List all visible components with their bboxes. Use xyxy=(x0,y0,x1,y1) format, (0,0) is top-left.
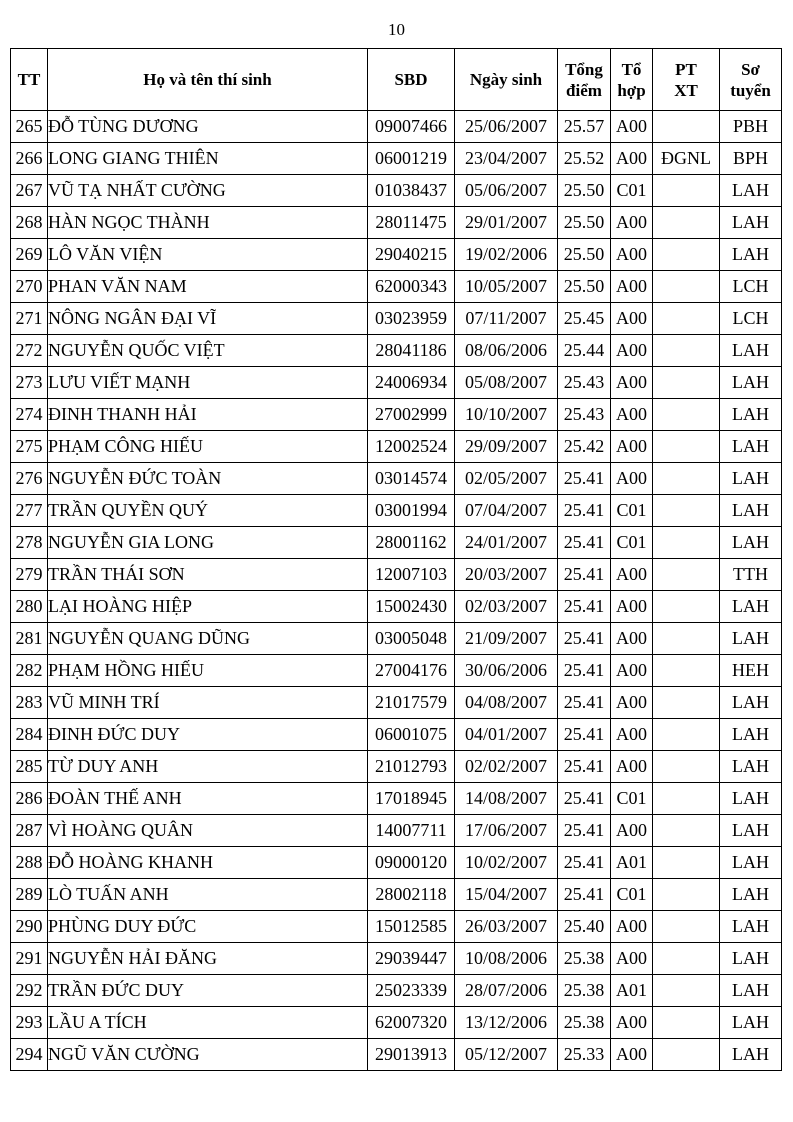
cell-method xyxy=(653,1039,720,1071)
table-row xyxy=(11,335,782,367)
cell-score: 25.57 xyxy=(558,111,611,143)
cell-sbd: 27002999 xyxy=(368,399,455,431)
cell-sbd: 27004176 xyxy=(368,655,455,687)
cell-name: ĐỖ TÙNG DƯƠNG xyxy=(48,111,368,143)
cell-name: TRẦN ĐỨC DUY xyxy=(48,975,368,1007)
cell-combo: A00 xyxy=(611,815,653,847)
cell-school: LAH xyxy=(720,911,782,943)
table-row xyxy=(11,687,782,719)
cell-school: LCH xyxy=(720,271,782,303)
cell-score: 25.38 xyxy=(558,943,611,975)
cell-combo: A00 xyxy=(611,431,653,463)
cell-dob: 02/05/2007 xyxy=(455,463,558,495)
table-row xyxy=(11,847,782,879)
table-row xyxy=(11,111,782,143)
cell-name: ĐINH ĐỨC DUY xyxy=(48,719,368,751)
cell-dob: 17/06/2007 xyxy=(455,815,558,847)
cell-name: LẠI HOÀNG HIỆP xyxy=(48,591,368,623)
cell-tt: 276 xyxy=(11,463,48,495)
cell-score: 25.50 xyxy=(558,207,611,239)
cell-sbd: 01038437 xyxy=(368,175,455,207)
cell-score: 25.50 xyxy=(558,175,611,207)
cell-combo: A00 xyxy=(611,143,653,175)
cell-method xyxy=(653,495,720,527)
cell-school: LAH xyxy=(720,399,782,431)
cell-method xyxy=(653,655,720,687)
cell-sbd: 29013913 xyxy=(368,1039,455,1071)
cell-sbd: 09007466 xyxy=(368,111,455,143)
cell-tt: 286 xyxy=(11,783,48,815)
cell-name: TỪ DUY ANH xyxy=(48,751,368,783)
cell-name: ĐINH THANH HẢI xyxy=(48,399,368,431)
table-row xyxy=(11,975,782,1007)
table-row xyxy=(11,591,782,623)
header-school-line1: Sơ xyxy=(741,59,760,79)
cell-school: LAH xyxy=(720,975,782,1007)
cell-combo: A01 xyxy=(611,847,653,879)
cell-tt: 280 xyxy=(11,591,48,623)
header-tt: TT xyxy=(11,49,48,111)
cell-combo: A01 xyxy=(611,975,653,1007)
cell-score: 25.43 xyxy=(558,399,611,431)
cell-method xyxy=(653,527,720,559)
cell-combo: A00 xyxy=(611,335,653,367)
table-row xyxy=(11,1007,782,1039)
cell-dob: 10/02/2007 xyxy=(455,847,558,879)
cell-method xyxy=(653,623,720,655)
cell-tt: 291 xyxy=(11,943,48,975)
header-school xyxy=(720,49,782,111)
cell-sbd: 28002118 xyxy=(368,879,455,911)
cell-school: LAH xyxy=(720,623,782,655)
cell-tt: 279 xyxy=(11,559,48,591)
cell-dob: 10/05/2007 xyxy=(455,271,558,303)
cell-dob: 07/04/2007 xyxy=(455,495,558,527)
cell-school: LAH xyxy=(720,239,782,271)
cell-name: NGUYỄN GIA LONG xyxy=(48,527,368,559)
cell-score: 25.41 xyxy=(558,655,611,687)
cell-school: PBH xyxy=(720,111,782,143)
cell-method xyxy=(653,687,720,719)
cell-method xyxy=(653,463,720,495)
cell-method xyxy=(653,815,720,847)
table-row xyxy=(11,239,782,271)
table-row xyxy=(11,527,782,559)
cell-sbd: 14007711 xyxy=(368,815,455,847)
cell-method xyxy=(653,271,720,303)
cell-method xyxy=(653,719,720,751)
cell-sbd: 17018945 xyxy=(368,783,455,815)
cell-sbd: 28041186 xyxy=(368,335,455,367)
cell-method xyxy=(653,239,720,271)
cell-dob: 04/01/2007 xyxy=(455,719,558,751)
cell-school: LCH xyxy=(720,303,782,335)
table-row xyxy=(11,943,782,975)
cell-method xyxy=(653,1007,720,1039)
cell-score: 25.41 xyxy=(558,815,611,847)
cell-school: LAH xyxy=(720,207,782,239)
cell-school: LAH xyxy=(720,1007,782,1039)
cell-sbd: 12002524 xyxy=(368,431,455,463)
cell-tt: 285 xyxy=(11,751,48,783)
cell-combo: A00 xyxy=(611,399,653,431)
cell-dob: 05/12/2007 xyxy=(455,1039,558,1071)
cell-method xyxy=(653,783,720,815)
cell-name: LONG GIANG THIÊN xyxy=(48,143,368,175)
cell-sbd: 28011475 xyxy=(368,207,455,239)
cell-dob: 21/09/2007 xyxy=(455,623,558,655)
cell-dob: 23/04/2007 xyxy=(455,143,558,175)
cell-name: TRẦN QUYỀN QUÝ xyxy=(48,495,368,527)
cell-school: LAH xyxy=(720,687,782,719)
cell-method xyxy=(653,207,720,239)
cell-dob: 04/08/2007 xyxy=(455,687,558,719)
cell-tt: 269 xyxy=(11,239,48,271)
table-row xyxy=(11,783,782,815)
cell-name: TRẦN THÁI SƠN xyxy=(48,559,368,591)
cell-tt: 267 xyxy=(11,175,48,207)
cell-tt: 283 xyxy=(11,687,48,719)
cell-sbd: 29039447 xyxy=(368,943,455,975)
cell-dob: 02/03/2007 xyxy=(455,591,558,623)
header-score-line1: Tổng xyxy=(565,59,603,79)
cell-score: 25.45 xyxy=(558,303,611,335)
cell-school: LAH xyxy=(720,367,782,399)
cell-school: LAH xyxy=(720,527,782,559)
cell-combo: C01 xyxy=(611,527,653,559)
cell-combo: A00 xyxy=(611,943,653,975)
cell-sbd: 09000120 xyxy=(368,847,455,879)
cell-combo: A00 xyxy=(611,911,653,943)
cell-tt: 293 xyxy=(11,1007,48,1039)
cell-name: LÔ VĂN VIỆN xyxy=(48,239,368,271)
table-row xyxy=(11,463,782,495)
cell-tt: 268 xyxy=(11,207,48,239)
cell-dob: 07/11/2007 xyxy=(455,303,558,335)
cell-method xyxy=(653,175,720,207)
cell-sbd: 03023959 xyxy=(368,303,455,335)
cell-method xyxy=(653,751,720,783)
cell-school: LAH xyxy=(720,175,782,207)
cell-sbd: 21017579 xyxy=(368,687,455,719)
cell-method xyxy=(653,559,720,591)
cell-combo: A00 xyxy=(611,367,653,399)
cell-tt: 266 xyxy=(11,143,48,175)
cell-combo: A00 xyxy=(611,623,653,655)
cell-sbd: 25023339 xyxy=(368,975,455,1007)
cell-name: LẦU A TÍCH xyxy=(48,1007,368,1039)
table-row xyxy=(11,815,782,847)
cell-sbd: 03014574 xyxy=(368,463,455,495)
cell-dob: 08/06/2006 xyxy=(455,335,558,367)
cell-dob: 15/04/2007 xyxy=(455,879,558,911)
cell-name: VÌ HOÀNG QUÂN xyxy=(48,815,368,847)
page-number: 10 xyxy=(388,20,405,39)
cell-name: PHAN VĂN NAM xyxy=(48,271,368,303)
cell-tt: 281 xyxy=(11,623,48,655)
cell-tt: 292 xyxy=(11,975,48,1007)
cell-dob: 02/02/2007 xyxy=(455,751,558,783)
cell-score: 25.41 xyxy=(558,495,611,527)
cell-name: PHÙNG DUY ĐỨC xyxy=(48,911,368,943)
table-row xyxy=(11,143,782,175)
cell-score: 25.38 xyxy=(558,975,611,1007)
table-row xyxy=(11,399,782,431)
cell-score: 25.40 xyxy=(558,911,611,943)
table-row xyxy=(11,719,782,751)
cell-score: 25.41 xyxy=(558,623,611,655)
cell-tt: 271 xyxy=(11,303,48,335)
cell-tt: 290 xyxy=(11,911,48,943)
cell-combo: A00 xyxy=(611,591,653,623)
cell-method xyxy=(653,399,720,431)
cell-school: LAH xyxy=(720,751,782,783)
cell-school: LAH xyxy=(720,719,782,751)
cell-dob: 14/08/2007 xyxy=(455,783,558,815)
cell-tt: 284 xyxy=(11,719,48,751)
cell-school: LAH xyxy=(720,335,782,367)
cell-method xyxy=(653,367,720,399)
cell-name: VŨ MINH TRÍ xyxy=(48,687,368,719)
header-score-line2: điểm xyxy=(566,80,602,100)
cell-method xyxy=(653,911,720,943)
cell-score: 25.38 xyxy=(558,1007,611,1039)
table-row xyxy=(11,911,782,943)
table-row xyxy=(11,495,782,527)
cell-tt: 278 xyxy=(11,527,48,559)
cell-combo: A00 xyxy=(611,719,653,751)
cell-combo: A00 xyxy=(611,111,653,143)
table-row xyxy=(11,655,782,687)
cell-method: ĐGNL xyxy=(653,143,720,175)
cell-name: PHẠM CÔNG HIẾU xyxy=(48,431,368,463)
cell-dob: 13/12/2006 xyxy=(455,1007,558,1039)
cell-tt: 282 xyxy=(11,655,48,687)
cell-score: 25.44 xyxy=(558,335,611,367)
cell-name: NGUYỄN HẢI ĐĂNG xyxy=(48,943,368,975)
table-row xyxy=(11,879,782,911)
cell-dob: 25/06/2007 xyxy=(455,111,558,143)
cell-sbd: 12007103 xyxy=(368,559,455,591)
cell-name: NGUYỄN QUỐC VIỆT xyxy=(48,335,368,367)
cell-sbd: 21012793 xyxy=(368,751,455,783)
cell-sbd: 06001075 xyxy=(368,719,455,751)
cell-tt: 272 xyxy=(11,335,48,367)
cell-sbd: 28001162 xyxy=(368,527,455,559)
cell-combo: A00 xyxy=(611,207,653,239)
cell-school: LAH xyxy=(720,463,782,495)
cell-score: 25.41 xyxy=(558,559,611,591)
cell-tt: 275 xyxy=(11,431,48,463)
cell-score: 25.42 xyxy=(558,431,611,463)
header-combo-line2: hợp xyxy=(617,80,646,100)
table-row xyxy=(11,751,782,783)
cell-score: 25.43 xyxy=(558,367,611,399)
cell-combo: A00 xyxy=(611,687,653,719)
cell-name: ĐỖ HOÀNG KHANH xyxy=(48,847,368,879)
cell-name: PHẠM HỒNG HIẾU xyxy=(48,655,368,687)
cell-school: TTH xyxy=(720,559,782,591)
cell-dob: 29/09/2007 xyxy=(455,431,558,463)
cell-tt: 289 xyxy=(11,879,48,911)
cell-method xyxy=(653,111,720,143)
cell-method xyxy=(653,975,720,1007)
cell-school: LAH xyxy=(720,815,782,847)
cell-combo: A00 xyxy=(611,559,653,591)
cell-method xyxy=(653,879,720,911)
cell-sbd: 03001994 xyxy=(368,495,455,527)
cell-score: 25.50 xyxy=(558,271,611,303)
cell-name: ĐOÀN THẾ ANH xyxy=(48,783,368,815)
cell-dob: 10/08/2006 xyxy=(455,943,558,975)
table-row xyxy=(11,303,782,335)
table-row xyxy=(11,559,782,591)
cell-sbd: 15012585 xyxy=(368,911,455,943)
cell-tt: 287 xyxy=(11,815,48,847)
cell-sbd: 29040215 xyxy=(368,239,455,271)
cell-combo: A00 xyxy=(611,303,653,335)
cell-school: BPH xyxy=(720,143,782,175)
cell-name: LÒ TUẤN ANH xyxy=(48,879,368,911)
table-row xyxy=(11,175,782,207)
cell-tt: 294 xyxy=(11,1039,48,1071)
cell-method xyxy=(653,431,720,463)
cell-dob: 05/08/2007 xyxy=(455,367,558,399)
header-method-line1: PT xyxy=(675,59,697,79)
cell-score: 25.41 xyxy=(558,591,611,623)
cell-score: 25.50 xyxy=(558,239,611,271)
cell-combo: A00 xyxy=(611,751,653,783)
cell-dob: 28/07/2006 xyxy=(455,975,558,1007)
header-sbd: SBD xyxy=(368,49,455,111)
header-combo xyxy=(611,49,653,111)
cell-sbd: 15002430 xyxy=(368,591,455,623)
table-row xyxy=(11,623,782,655)
cell-sbd: 06001219 xyxy=(368,143,455,175)
cell-name: VŨ TẠ NHẤT CƯỜNG xyxy=(48,175,368,207)
cell-dob: 26/03/2007 xyxy=(455,911,558,943)
header-name: Họ và tên thí sinh xyxy=(48,49,368,111)
cell-name: NÔNG NGÂN ĐẠI VĨ xyxy=(48,303,368,335)
cell-score: 25.41 xyxy=(558,719,611,751)
cell-school: LAH xyxy=(720,1039,782,1071)
cell-school: LAH xyxy=(720,495,782,527)
cell-school: LAH xyxy=(720,879,782,911)
cell-dob: 29/01/2007 xyxy=(455,207,558,239)
candidate-table xyxy=(10,48,782,1071)
cell-name: NGŨ VĂN CƯỜNG xyxy=(48,1039,368,1071)
cell-school: LAH xyxy=(720,783,782,815)
cell-combo: C01 xyxy=(611,495,653,527)
cell-tt: 273 xyxy=(11,367,48,399)
cell-sbd: 03005048 xyxy=(368,623,455,655)
cell-score: 25.41 xyxy=(558,751,611,783)
cell-school: HEH xyxy=(720,655,782,687)
cell-score: 25.41 xyxy=(558,527,611,559)
header-school-line2: tuyển xyxy=(730,80,771,100)
cell-sbd: 24006934 xyxy=(368,367,455,399)
cell-tt: 277 xyxy=(11,495,48,527)
cell-method xyxy=(653,335,720,367)
cell-method xyxy=(653,303,720,335)
cell-score: 25.33 xyxy=(558,1039,611,1071)
cell-combo: A00 xyxy=(611,239,653,271)
table-header-row xyxy=(11,49,782,111)
cell-sbd: 62000343 xyxy=(368,271,455,303)
table-row xyxy=(11,431,782,463)
cell-name: HÀN NGỌC THÀNH xyxy=(48,207,368,239)
cell-method xyxy=(653,847,720,879)
cell-dob: 19/02/2006 xyxy=(455,239,558,271)
table-row xyxy=(11,1039,782,1071)
cell-combo: A00 xyxy=(611,271,653,303)
header-method-line2: XT xyxy=(674,80,698,100)
cell-dob: 10/10/2007 xyxy=(455,399,558,431)
cell-name: NGUYỄN QUANG DŨNG xyxy=(48,623,368,655)
cell-score: 25.41 xyxy=(558,783,611,815)
cell-score: 25.41 xyxy=(558,687,611,719)
cell-sbd: 62007320 xyxy=(368,1007,455,1039)
cell-score: 25.41 xyxy=(558,463,611,495)
cell-combo: A00 xyxy=(611,1007,653,1039)
cell-dob: 30/06/2006 xyxy=(455,655,558,687)
cell-score: 25.41 xyxy=(558,879,611,911)
cell-dob: 20/03/2007 xyxy=(455,559,558,591)
header-method xyxy=(653,49,720,111)
cell-combo: A00 xyxy=(611,1039,653,1071)
cell-tt: 265 xyxy=(11,111,48,143)
cell-school: LAH xyxy=(720,943,782,975)
header-score xyxy=(558,49,611,111)
table-row xyxy=(11,271,782,303)
cell-method xyxy=(653,591,720,623)
header-dob: Ngày sinh xyxy=(455,49,558,111)
cell-combo: C01 xyxy=(611,879,653,911)
table-row xyxy=(11,207,782,239)
cell-method xyxy=(653,943,720,975)
cell-combo: A00 xyxy=(611,463,653,495)
cell-combo: C01 xyxy=(611,175,653,207)
cell-school: LAH xyxy=(720,847,782,879)
cell-tt: 274 xyxy=(11,399,48,431)
header-combo-line1: Tổ xyxy=(621,59,642,79)
cell-combo: C01 xyxy=(611,783,653,815)
cell-dob: 24/01/2007 xyxy=(455,527,558,559)
cell-score: 25.52 xyxy=(558,143,611,175)
cell-combo: A00 xyxy=(611,655,653,687)
cell-name: LƯU VIẾT MẠNH xyxy=(48,367,368,399)
table-row xyxy=(11,367,782,399)
cell-dob: 05/06/2007 xyxy=(455,175,558,207)
cell-school: LAH xyxy=(720,591,782,623)
cell-school: LAH xyxy=(720,431,782,463)
cell-name: NGUYỄN ĐỨC TOÀN xyxy=(48,463,368,495)
cell-tt: 288 xyxy=(11,847,48,879)
cell-score: 25.41 xyxy=(558,847,611,879)
cell-tt: 270 xyxy=(11,271,48,303)
